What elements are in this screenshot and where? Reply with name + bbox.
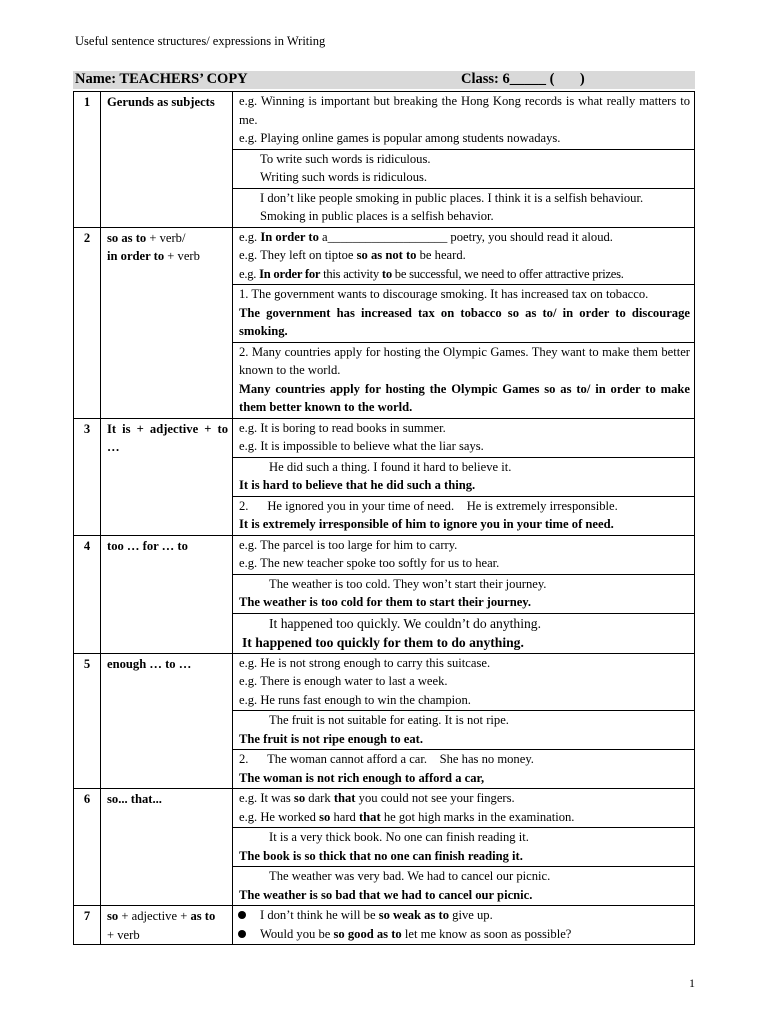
exercise-line: 2. He ignored you in your time of need. He is extremely irresponsible. (239, 498, 618, 513)
row-number: 1 (74, 92, 101, 228)
example-line: e.g. The parcel is too large for him to carry. (239, 537, 458, 552)
structure-label: It is + adjective + to … (101, 418, 233, 535)
answer-line: It is extremely irresponsible of him to ignore you in your time of need. (239, 517, 614, 531)
exercise-box (233, 284, 694, 342)
exercise-line: The weather is too cold. They won’t start their journey. (269, 576, 547, 591)
name-label: Name: TEACHERS’ COPY (75, 71, 248, 87)
examples-cell (233, 535, 695, 653)
exercise-line: 2. Many countries apply for hosting the Olympic Games. They want to make them better known to the world. (239, 344, 690, 377)
example-line: e.g. He runs fast enough to win the champion. (239, 692, 471, 707)
exercise-line: 2. The woman cannot afford a car. She has no money. (239, 752, 534, 766)
example-line: e.g. The new teacher spoke too softly for us to hear. (239, 556, 500, 570)
bullet-text: I don’t think he will be so weak as to give up. (260, 908, 493, 922)
row-number: 5 (74, 653, 101, 789)
label-text: + verb (107, 927, 140, 942)
label-keyword: so as to (107, 230, 147, 245)
exercise-line: It is a very thick book. No one can finish reading it. (269, 830, 529, 844)
bullet-item (235, 925, 690, 944)
example-box (233, 906, 694, 944)
exercise-line: The weather was very bad. We had to cancel our picnic. (269, 869, 551, 883)
bullet-icon (238, 911, 246, 919)
exercise-box (233, 457, 694, 496)
name-class-bar (73, 71, 695, 89)
example-line: e.g. Winning is important but breaking the Hong Kong records is what really matters to me. (239, 94, 690, 127)
example-line: e.g. They left on tiptoe so as not to be heard. (239, 248, 466, 262)
row-number: 3 (74, 418, 101, 535)
table-row (74, 906, 695, 945)
structure-label (101, 227, 233, 418)
example-line: e.g. It was so dark that you could not see your fingers. (239, 791, 515, 805)
example-box (233, 536, 694, 574)
examples-cell (233, 418, 695, 535)
example-line: e.g. It is impossible to believe what the liar says. (239, 439, 484, 453)
exercise-box (233, 613, 694, 653)
example-line: e.g. Playing online games is popular among students nowadays. (239, 131, 561, 145)
answer-line: The book is so thick that no one can finish reading it. (239, 848, 523, 863)
answer-line: It happened too quickly for them to do anything. (242, 634, 524, 650)
exercise-box (233, 866, 694, 905)
exercise-line: Writing such words is ridiculous. (260, 170, 428, 184)
exercise-box (233, 749, 694, 788)
example-box (233, 789, 694, 827)
example-line: e.g. He worked so hard that he got high marks in the examination. (239, 809, 575, 824)
exercise-box (233, 188, 694, 227)
label-text: + adjective + (118, 909, 191, 923)
table-row (74, 789, 695, 906)
exercise-box (233, 710, 694, 749)
row-number: 7 (74, 906, 101, 945)
bullet-icon (238, 930, 246, 938)
answer-line: The government has increased tax on tobacco so as to/ in order to discourage smoking. (239, 305, 690, 338)
examples-cell (233, 653, 695, 789)
answer-line: The woman is not rich enough to afford a car, (239, 770, 485, 785)
page-number: 1 (689, 976, 695, 990)
example-line: e.g. He is not strong enough to carry this suitcase. (239, 655, 491, 670)
exercise-box (233, 827, 694, 866)
example-line: e.g. There is enough water to last a week. (239, 674, 448, 688)
structure-label: too … for … to (101, 535, 233, 653)
row-number: 4 (74, 535, 101, 653)
label-text: + verb/ (146, 230, 186, 245)
table-row (74, 92, 695, 228)
label-keyword: in order to (107, 249, 165, 263)
exercise-line: I don’t like people smoking in public places. I think it is a selfish behaviour. (260, 190, 644, 205)
examples-cell (233, 789, 695, 906)
example-box (233, 92, 694, 149)
exercise-box (233, 149, 694, 188)
exercise-box (233, 342, 694, 418)
exercise-line: 1. The government wants to discourage smoking. It has increased tax on tobacco. (239, 287, 649, 301)
row-number: 2 (74, 227, 101, 418)
bullet-item (235, 906, 690, 925)
examples-cell (233, 227, 695, 418)
table-row (74, 653, 695, 789)
exercise-line: He did such a thing. I found it hard to believe it. (269, 459, 512, 474)
table-row (74, 227, 695, 418)
example-box (233, 228, 694, 285)
row-number: 6 (74, 789, 101, 906)
exercise-line: Smoking in public places is a selfish behavior. (260, 209, 494, 223)
class-label: Class: 6_____ ( ) (461, 71, 585, 87)
exercise-line: It happened too quickly. We couldn’t do anything. (269, 615, 541, 631)
exercise-box (233, 496, 694, 535)
exercise-line: The fruit is not suitable for eating. It is not ripe. (269, 713, 509, 727)
structure-label: enough … to … (101, 653, 233, 789)
bullet-text: Would you be so good as to let me know as soon as possible? (260, 926, 572, 941)
exercise-line: To write such words is ridiculous. (260, 151, 431, 166)
answer-line: The weather is too cold for them to start their journey. (239, 595, 532, 609)
label-keyword: so (107, 909, 119, 923)
structure-label: so... that... (101, 789, 233, 906)
answer-line: Many countries apply for hosting the Olympic Games so as to/ in order to make them better known to the world. (239, 381, 690, 414)
example-box (233, 654, 694, 711)
answer-line: It is hard to believe that he did such a thing. (239, 478, 476, 492)
example-line: e.g. In order to a___________________ poetry, you should read it aloud. (239, 229, 613, 244)
examples-cell (233, 92, 695, 228)
example-box (233, 419, 694, 457)
answer-line: The weather is so bad that we had to cancel our picnic. (239, 887, 533, 902)
example-line: e.g. It is boring to read books in summer. (239, 420, 446, 435)
structure-label: Gerunds as subjects (101, 92, 233, 228)
table-row (74, 418, 695, 535)
document-header: Useful sentence structures/ expressions in Writing (75, 34, 326, 48)
label-keyword: as to (190, 909, 216, 923)
label-text: + verb (164, 249, 200, 263)
example-line: e.g. In order for this activity to be successful, we need to offer attractive prizes. (239, 266, 624, 281)
structures-table (73, 91, 695, 945)
exercise-box (233, 574, 694, 613)
answer-line: The fruit is not ripe enough to eat. (239, 731, 424, 746)
structure-label (101, 906, 233, 945)
table-row (74, 535, 695, 653)
examples-cell (233, 906, 695, 945)
